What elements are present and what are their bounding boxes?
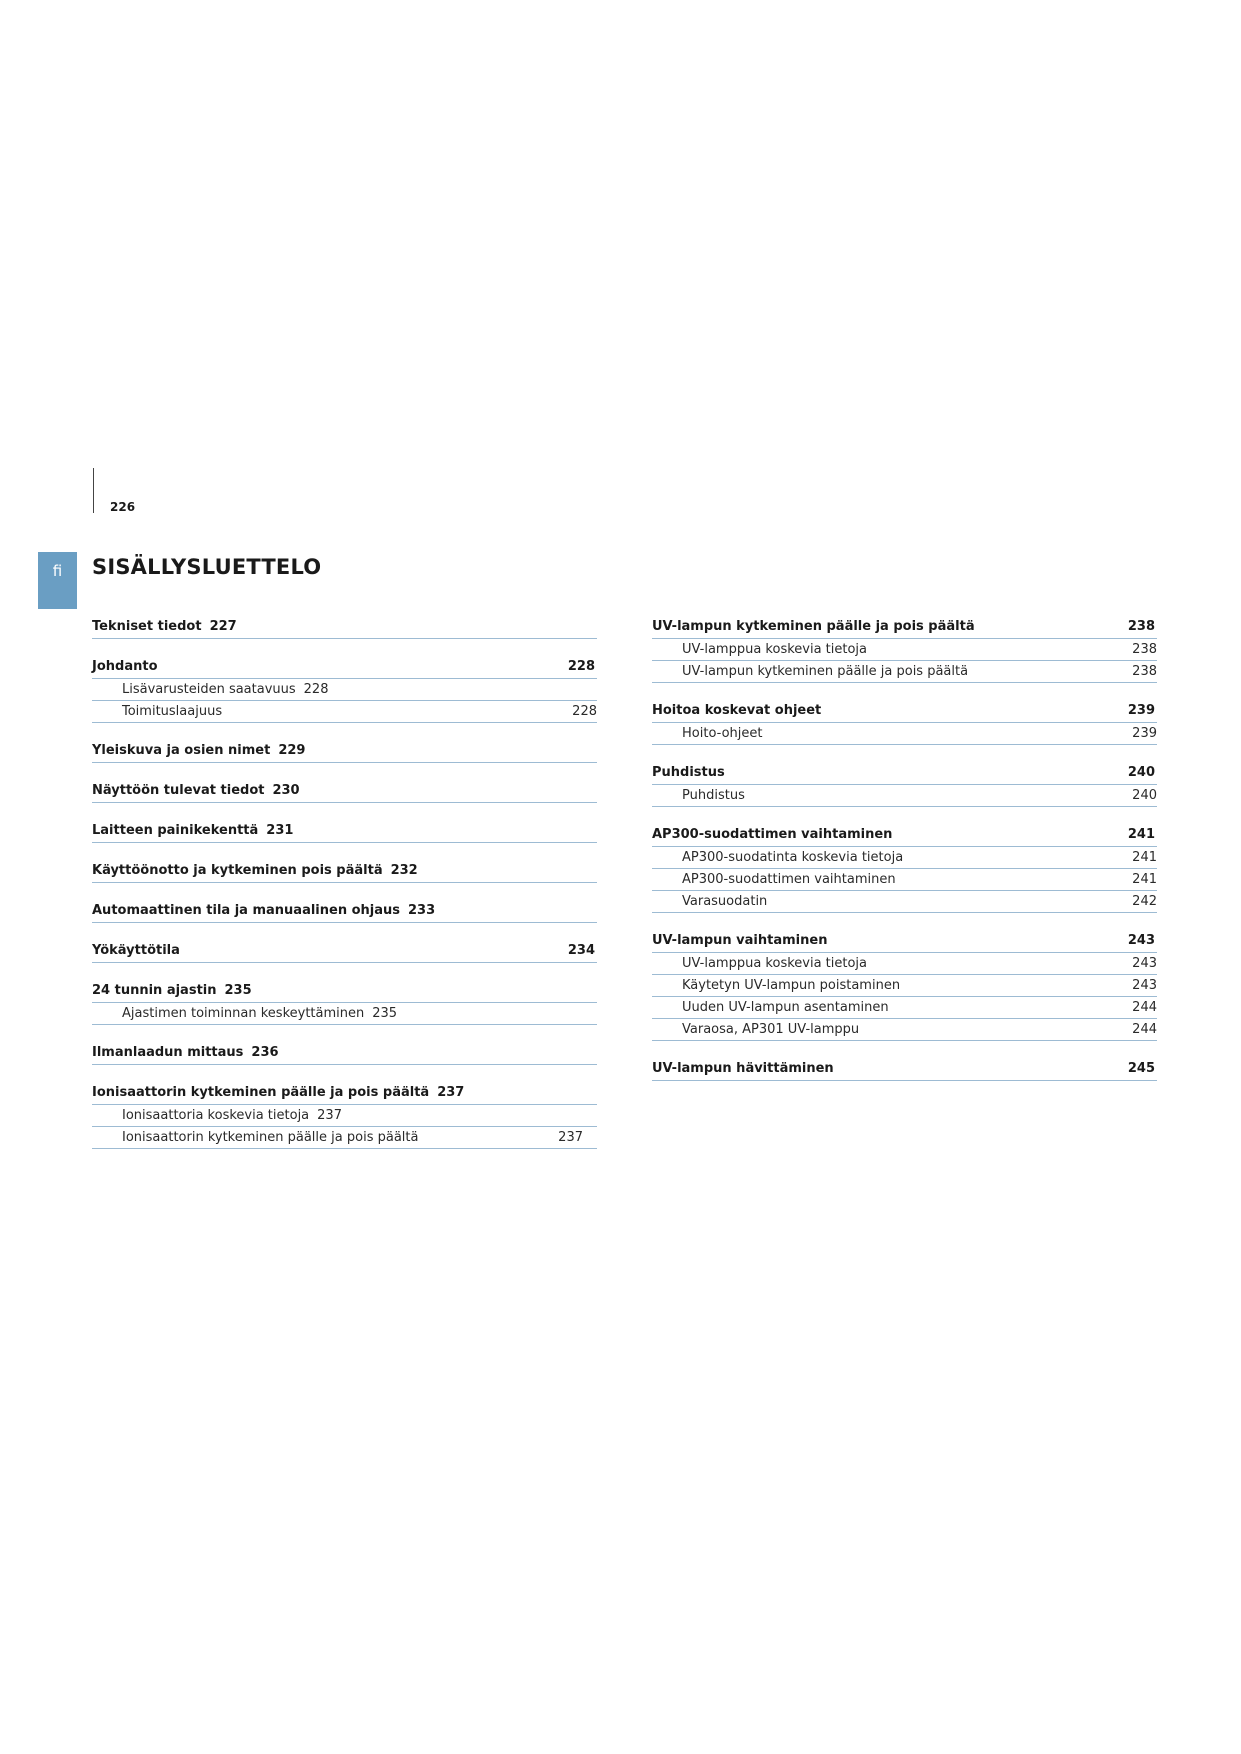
toc-page-number: 231	[266, 823, 294, 838]
toc-section	[652, 757, 1157, 807]
toc-entry[interactable]	[92, 1077, 597, 1105]
toc-page-number: 237	[558, 1130, 583, 1145]
toc-subentry[interactable]	[652, 869, 1157, 891]
toc-subentry[interactable]	[92, 1003, 597, 1025]
toc-subentry-title: Varasuodatin	[682, 894, 768, 909]
toc-section	[652, 611, 1157, 683]
toc-subentry[interactable]	[92, 701, 597, 723]
toc-entry[interactable]	[92, 935, 597, 963]
toc-section	[652, 695, 1157, 745]
toc-page-number: 237	[437, 1085, 465, 1100]
toc-subentry-title: Toimituslaajuus	[122, 704, 223, 719]
toc-entry[interactable]	[652, 757, 1157, 785]
language-tab: fi	[38, 552, 77, 609]
page-number: 226	[110, 500, 136, 514]
toc-subentry[interactable]	[652, 953, 1157, 975]
toc-subentry[interactable]	[652, 997, 1157, 1019]
toc-section	[652, 925, 1157, 1041]
toc-entry[interactable]	[92, 775, 597, 803]
toc-subentry[interactable]	[652, 1019, 1157, 1041]
toc-entry-title: AP300-suodattimen vaihtaminen	[652, 827, 893, 842]
toc-page-number: 238	[1127, 619, 1155, 634]
toc-subentry[interactable]	[652, 847, 1157, 869]
toc-section	[92, 855, 597, 883]
toc-page-number: 228	[567, 659, 595, 674]
toc-subentry[interactable]	[92, 679, 597, 701]
margin-rule	[93, 468, 94, 513]
toc-page-number: 235	[372, 1006, 398, 1021]
toc-entry-title: Näyttöön tulevat tiedot 230	[92, 783, 300, 798]
toc-page-number: 243	[1132, 956, 1157, 971]
toc-entry[interactable]	[92, 651, 597, 679]
toc-entry[interactable]	[92, 1037, 597, 1065]
toc-entry-title: Yökäyttötila	[92, 943, 180, 958]
toc-section	[652, 819, 1157, 913]
toc-page-number: 241	[1127, 827, 1155, 842]
toc-entry-title: UV-lampun hävittäminen	[652, 1061, 834, 1076]
toc-subentry-title: Ionisaattoria koskevia tietoja 237	[122, 1108, 342, 1123]
toc-page-number: 238	[1132, 664, 1157, 679]
toc-page-number: 243	[1132, 978, 1157, 993]
toc-page-number: 233	[408, 903, 436, 918]
toc-section	[92, 935, 597, 963]
toc-subentry-title: UV-lamppua koskevia tietoja	[682, 956, 868, 971]
toc-subentry[interactable]	[92, 1105, 597, 1127]
toc-section	[92, 1077, 597, 1149]
toc-entry-title: Hoitoa koskevat ohjeet	[652, 703, 822, 718]
toc-page-number: 237	[317, 1108, 342, 1123]
toc-subentry-title: Lisävarusteiden saatavuus 228	[122, 682, 329, 697]
toc-section	[92, 735, 597, 763]
toc-entry[interactable]	[92, 815, 597, 843]
toc-entry-title: Käyttöönotto ja kytkeminen pois päältä 232	[92, 863, 418, 878]
toc-subentry-title: Hoito-ohjeet	[682, 726, 763, 741]
toc-left-column	[92, 611, 597, 1161]
toc-section	[92, 895, 597, 923]
toc-entry[interactable]	[92, 611, 597, 639]
toc-subentry[interactable]	[92, 1127, 597, 1149]
toc-page-number: 228	[303, 682, 329, 697]
toc-subentry-title: Puhdistus	[682, 788, 745, 803]
toc-entry[interactable]	[92, 975, 597, 1003]
toc-page-number: 232	[390, 863, 418, 878]
toc-subentry[interactable]	[652, 661, 1157, 683]
page-title: SISÄLLYSLUETTELO	[92, 555, 322, 579]
toc-subentry-title: AP300-suodattimen vaihtaminen	[682, 872, 896, 887]
toc-subentry-title: Uuden UV-lampun asentaminen	[682, 1000, 889, 1015]
toc-page-number: 239	[1132, 726, 1157, 741]
toc-page-number: 239	[1127, 703, 1155, 718]
toc-page-number: 242	[1132, 894, 1157, 909]
toc-page-number: 245	[1127, 1061, 1155, 1076]
toc-entry-title: Puhdistus	[652, 765, 725, 780]
toc-entry[interactable]	[652, 819, 1157, 847]
toc-section	[92, 651, 597, 723]
toc-page-number: 240	[1132, 788, 1157, 803]
toc-page-number: 238	[1132, 642, 1157, 657]
toc-page-number: 235	[224, 983, 252, 998]
toc-subentry-title: AP300-suodatinta koskevia tietoja	[682, 850, 904, 865]
toc-entry[interactable]	[652, 695, 1157, 723]
toc-page-number: 244	[1132, 1022, 1157, 1037]
toc-section	[92, 775, 597, 803]
toc-section	[92, 1037, 597, 1065]
toc-entry-title: UV-lampun kytkeminen päälle ja pois päältä	[652, 619, 975, 634]
toc-page-number: 243	[1127, 933, 1155, 948]
toc-subentry-title: Ajastimen toiminnan keskeyttäminen 235	[122, 1006, 398, 1021]
toc-entry-title: Yleiskuva ja osien nimet 229	[92, 743, 306, 758]
toc-entry[interactable]	[92, 855, 597, 883]
toc-page-number: 234	[567, 943, 595, 958]
toc-right-column	[652, 611, 1157, 1093]
toc-entry[interactable]	[652, 611, 1157, 639]
toc-entry-title: Laitteen painikekenttä 231	[92, 823, 294, 838]
toc-entry-title: Johdanto	[92, 659, 158, 674]
toc-subentry-title: Ionisaattorin kytkeminen päälle ja pois päältä	[122, 1130, 419, 1145]
toc-page-number: 241	[1132, 850, 1157, 865]
toc-entry-title: 24 tunnin ajastin 235	[92, 983, 252, 998]
toc-subentry[interactable]	[652, 891, 1157, 913]
toc-entry-title: Ilmanlaadun mittaus 236	[92, 1045, 279, 1060]
toc-page-number: 228	[572, 704, 597, 719]
toc-entry-title: Ionisaattorin kytkeminen päälle ja pois päältä 237	[92, 1085, 465, 1100]
toc-entry[interactable]	[652, 1053, 1157, 1081]
toc-section	[92, 975, 597, 1025]
toc-subentry-title: Käytetyn UV-lampun poistaminen	[682, 978, 901, 993]
toc-subentry-title: UV-lamppua koskevia tietoja	[682, 642, 868, 657]
toc-subentry[interactable]	[652, 785, 1157, 807]
toc-entry[interactable]	[652, 925, 1157, 953]
toc-section	[92, 815, 597, 843]
toc-page-number: 227	[209, 619, 237, 634]
toc-page-number: 240	[1127, 765, 1155, 780]
toc-subentry[interactable]	[652, 975, 1157, 997]
toc-entry[interactable]	[92, 735, 597, 763]
toc-entry-title: Automaattinen tila ja manuaalinen ohjaus 233	[92, 903, 436, 918]
toc-entry-title: Tekniset tiedot 227	[92, 619, 237, 634]
toc-subentry[interactable]	[652, 723, 1157, 745]
toc-page-number: 229	[278, 743, 306, 758]
toc-subentry-title: Varaosa, AP301 UV-lamppu	[682, 1022, 860, 1037]
toc-page-number: 236	[251, 1045, 279, 1060]
toc-subentry-title: UV-lampun kytkeminen päälle ja pois päältä	[682, 664, 969, 679]
toc-section	[92, 611, 597, 639]
toc-entry-title: UV-lampun vaihtaminen	[652, 933, 828, 948]
toc-section	[652, 1053, 1157, 1081]
toc-subentry[interactable]	[652, 639, 1157, 661]
toc-page-number: 244	[1132, 1000, 1157, 1015]
toc-entry[interactable]	[92, 895, 597, 923]
toc-page-number: 230	[272, 783, 300, 798]
toc-page-number: 241	[1132, 872, 1157, 887]
